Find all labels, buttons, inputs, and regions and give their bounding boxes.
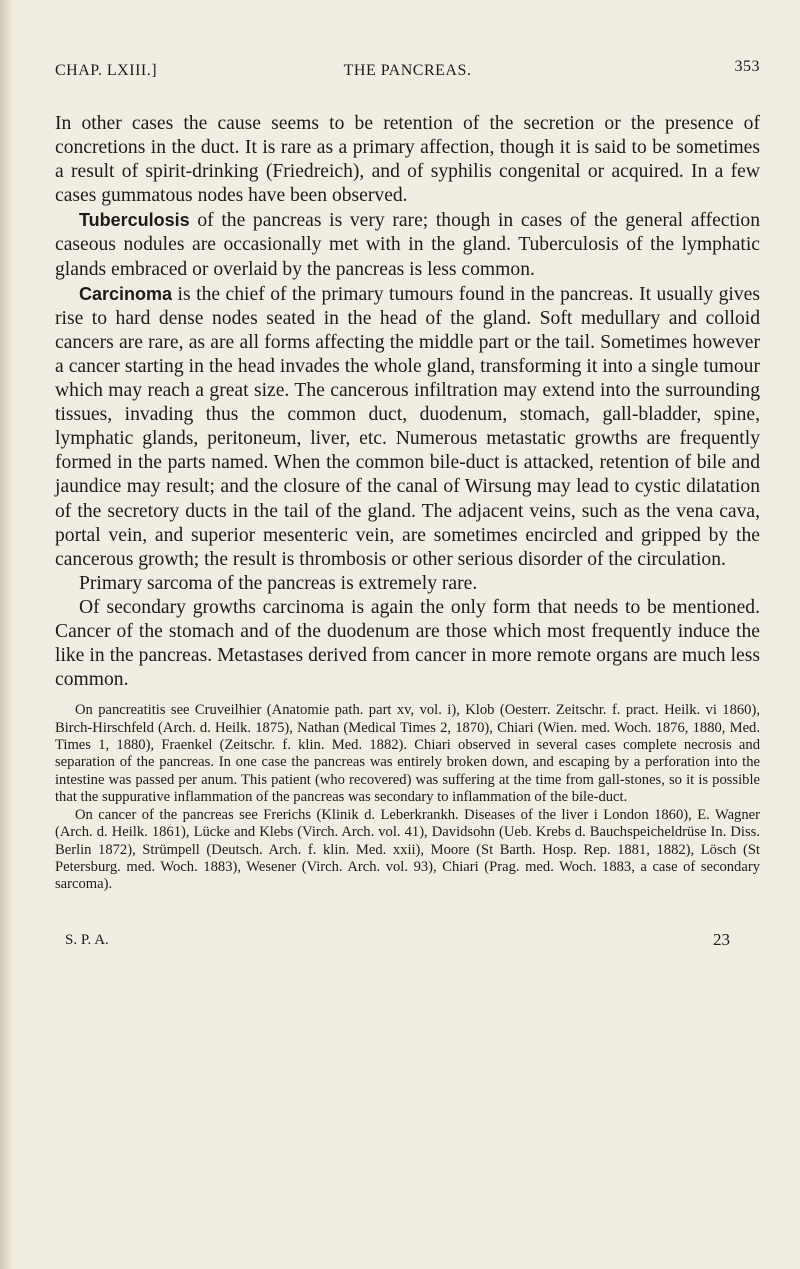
page-number: 353: [734, 58, 760, 75]
page-footer: [55, 929, 760, 956]
paragraph-retention: In other cases the cause seems to be retention of the secretion or the presence of concretions in the duct. It is rare as a primary affection, though it is said to be sometimes a result of spirit-drinking (Friedreich), and of syphilis congenital or acquired. In a few cases gummatous nodes have been observed.: [55, 113, 760, 207]
sheet-number: 23: [713, 929, 730, 949]
paragraph-tuberculosis: [55, 208, 760, 281]
book-spine-shadow: [0, 0, 14, 1269]
lead-term-carcinoma: Carcinoma: [79, 283, 173, 304]
paragraph-carcinoma-text: is the chief of the primary tumours found in the pancreas. It usually gives rise to hard dense nodes seated in the head of the gland. Soft medullary and colloid cancers are rare, as are all forms affecting the middle part or the tail. Sometimes however a cancer starting in the head invades the whole gland, transforming it into a single tumour which may reach a great size. The cancerous infiltration may extend into the surrounding tissues, invading thus the common duct, duodenum, stomach, gall-bladder, spine, lymphatic glands, peritoneum, liver, etc. Numerous metastatic growths are frequently formed in the parts named. When the common bile-duct is attacked, retention of bile and jaundice may result; and the closure of the canal of Wirsung may lead to cystic dilatation of the secretory ducts in the tail of the gland. The adjacent veins, such as the vena cava, portal vein, and superior mesenteric vein, are sometimes encircled and gripped by the cancerous growth; the result is thrombosis or other serious disorder of the circulation.: [55, 283, 760, 570]
lead-term-tuberculosis: Tuberculosis: [79, 210, 190, 231]
book-page: [55, 58, 760, 956]
footnote-pancreatitis: On pancreatitis see Cruveilhier (Anatomie path. part xv, vol. i), Klob (Oesterr. Zeitschr. f. pract. Heilk. vi 1860), Birch-Hirschfeld (Arch. d. Heilk. 1875), Nathan (Medical Times 2, 1870), Chiari (Wien. med. Woch. 1876, 1880, Med. Times 1, 1880), Fraenkel (Zeitschr. f. klin. Med. 1882). Chiari observed in several cases complete necrosis and separation of the pancreas. In one case the pancreas was entirely broken down, and escaping by a perforation into the intestine was passed per anum. This patient (who recovered) was suffering at the time from gall-stones, so it is possible that the suppurative inflammation of the pancreas was secondary to inflammation of the bile-duct.: [55, 702, 760, 806]
signature-mark: S. P. A.: [65, 931, 109, 948]
chapter-label: CHAP. LXIII.]: [55, 62, 158, 79]
paragraph-secondary-growths: Of secondary growths carcinoma is again the only form that needs to be mentioned. Cancer of the stomach and of the duodenum are those which most frequently induce the like in the pancreas. Metastases derived from cancer in more remote organs are much less common.: [55, 596, 760, 691]
footnote-cancer: On cancer of the pancreas see Frerichs (Klinik d. Leberkrankh. Diseases of the liver i London 1860), E. Wagner (Arch. d. Heilk. 1861), Lücke and Klebs (Virch. Arch. vol. 41), Davidsohn (Ueb. Krebs d. Bauchspeicheldrüse In. Diss. Berlin 1872), Strümpell (Deutsch. Arch. f. klin. Med. xxii), Moore (St Barth. Hosp. Rep. 1881, 1882), Lösch (St Petersburg. med. Woch. 1883), Wesener (Virch. Arch. vol. 93), Chiari (Prag. med. Woch. 1883, a case of secondary sarcoma).: [55, 806, 760, 893]
paragraph-carcinoma: [55, 282, 760, 572]
paragraph-tuberculosis-text: of the pancreas is very rare; though in cases of the general affection caseous nodules are occasionally met with in the gland. Tuberculosis of the lymphatic glands embraced or overlaid by the pancreas is less common.: [55, 210, 760, 280]
main-text: [55, 112, 760, 692]
running-header: [55, 58, 760, 92]
paragraph-sarcoma: Primary sarcoma of the pancreas is extremely rare.: [79, 572, 478, 594]
footnotes: [55, 702, 760, 893]
page-title: THE PANCREAS.: [343, 62, 472, 79]
